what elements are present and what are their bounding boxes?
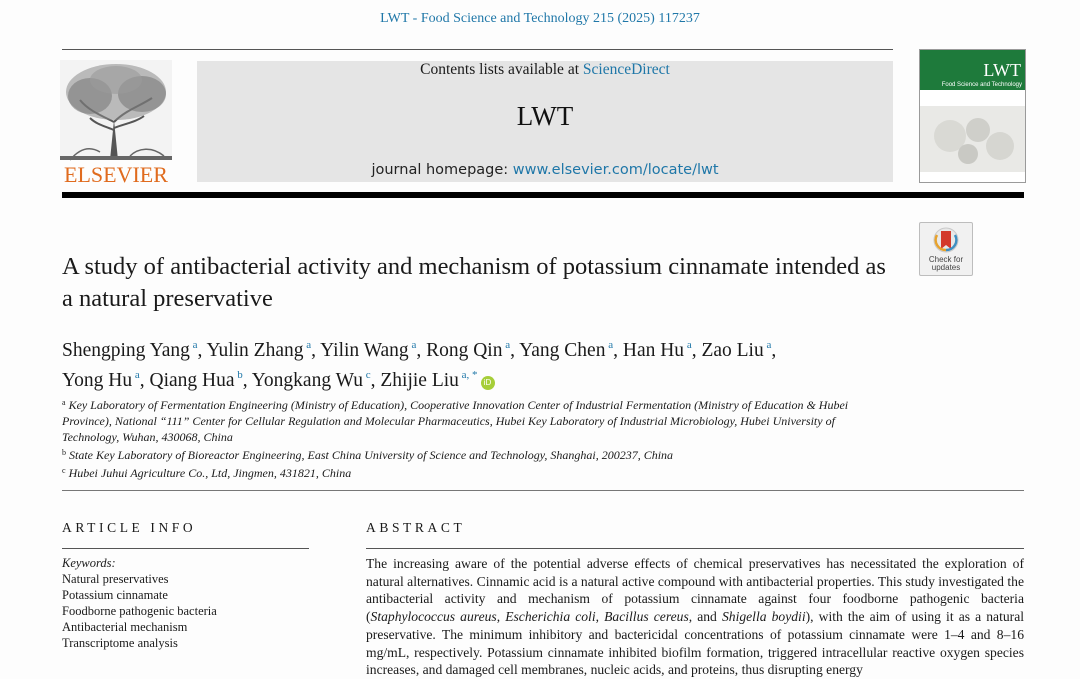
author[interactable]: Rong Qin [426,340,503,361]
sciencedirect-link[interactable]: ScienceDirect [582,61,670,78]
author-affil-mark[interactable]: a [505,339,511,351]
abstract-heading: ABSTRACT [366,520,466,535]
affiliation-item: $^c$ Hubei Juhui Agriculture Co., Ltd, Jingmen, 431821, China [62,466,352,480]
check-for-updates-button[interactable] [919,222,973,276]
keyword-item: Transcriptome analysis [62,636,178,650]
author[interactable]: Yong Hu [62,370,133,391]
author[interactable]: Qiang Hua [149,370,235,391]
author-affil-mark[interactable]: a [608,339,614,351]
header-rule [62,49,893,50]
journal-cover-thumbnail[interactable] [919,49,1026,183]
author-affil-mark[interactable]: a [306,339,312,351]
author[interactable]: Zhijie Liu [380,370,459,391]
author[interactable]: Yilin Wang [320,340,409,361]
author[interactable]: Yongkang Wu [251,370,363,391]
keyword-item: Potassium cinnamate [62,588,168,602]
article-info-heading: ARTICLE INFO [62,520,197,535]
journal-banner [197,61,893,182]
journal-name: LWT [516,101,574,131]
keyword-item: Foodborne pathogenic bacteria [62,604,217,618]
author-affil-mark[interactable]: a [411,339,417,351]
section-divider [62,490,1024,491]
author[interactable]: Han Hu [622,340,685,361]
author[interactable]: Yulin Zhang [206,340,304,361]
keyword-item: Natural preservatives [62,572,169,586]
article-title: A study of antibacterial activity and mechanism of potassium cinnamate intended as a natural preservative [62,253,886,312]
affiliation-item: $^b$ State Key Laboratory of Bioreactor Engineering, East China University of Science and Technology, Shanghai, 200237, China [62,448,674,462]
homepage-line: journal homepage: www.elsevier.com/locate/lwt [371,162,719,178]
author-affil-mark[interactable]: a, * [461,369,478,381]
cover-image [920,106,1025,172]
author[interactable]: Shengping Yang [62,340,190,361]
cover-title: LWT [983,60,1021,80]
author-affil-mark[interactable]: a [134,369,140,381]
abstract-text: The increasing aware of the potential adverse effects of chemical preservatives has necessitated the exploration of natural alternatives. Cinnamic acid is a natural active compound with antibacterial properties. This study investigated the antibacterial activity and mechanism of potassium cinnamate against four foodborne pathogenic bacteria (Staphylococcus aureus, Escherichia coli, Bacillus cereus, and Shigella boydii), with the aim of using it as a natural preservative. The minimum inhibitory and bactericidal concentrations of potassium cinnamate were 1–4 and 8–16 mg/mL, respectively. Potassium cinnamate inhibited biofilm formation, triggered intracellular reactive oxygen species increases, and damaged cell membranes, nucleic acids, and proteins, thus disrupting energy [366,556,1024,678]
keywords-block [62,555,312,651]
author[interactable]: Zao Liu [701,340,764,361]
author-affil-mark[interactable]: a [192,339,198,351]
affiliations [62,395,882,481]
keyword-item: Antibacterial mechanism [62,620,188,634]
contents-line: Contents lists available at ScienceDirect [420,61,670,78]
abstract-rule [366,548,1024,549]
publisher-wordmark: ELSEVIER [64,162,168,187]
header-thick-rule [62,192,1024,198]
author-affil-mark[interactable]: b [237,369,243,381]
author-affil-mark[interactable]: a [686,339,692,351]
author-list: Shengping Yang $^a$, Yulin Zhang $^a$, Yilin Wang $^a$, Rong Qin $^a$, Yang Chen $^a$, Han Hu $^a$, Zao Liu $^a$, Yong Hu $^a$, Qiang Hua $^b$, Yongkang Wu $^c$, Zhijie Liu $^{a, *}$iD [62,339,777,391]
author-affil-mark[interactable]: c [365,369,371,381]
orcid-icon[interactable]: iD [481,376,495,390]
author[interactable]: Yang Chen [519,340,606,361]
journal-homepage-link[interactable]: www.elsevier.com/locate/lwt [512,162,719,178]
affiliation-item: $^a$ Key Laboratory of Fermentation Engineering (Ministry of Education), Cooperative Innovation Center of Industrial Fermentation (Ministry of Education & Hubei Province), National “111” Center for Cellular Regulation and Molecular Pharmaceutics, Hubei Key Laboratory of Industrial Microbiology, Hubei University of Technology, Wuhan, 430068, China [62,398,849,444]
article-info-rule [62,548,309,549]
cover-subtitle: Food Science and Technology [941,82,1022,88]
check-for-updates-label: Check for updates [928,255,964,272]
author-affil-mark[interactable]: a [766,339,772,351]
journal-citation-link[interactable]: LWT - Food Science and Technology 215 (2025) 117237 [380,11,700,26]
bookmark-ribbon-icon [920,223,972,257]
keywords-label: Keywords: [62,556,116,570]
